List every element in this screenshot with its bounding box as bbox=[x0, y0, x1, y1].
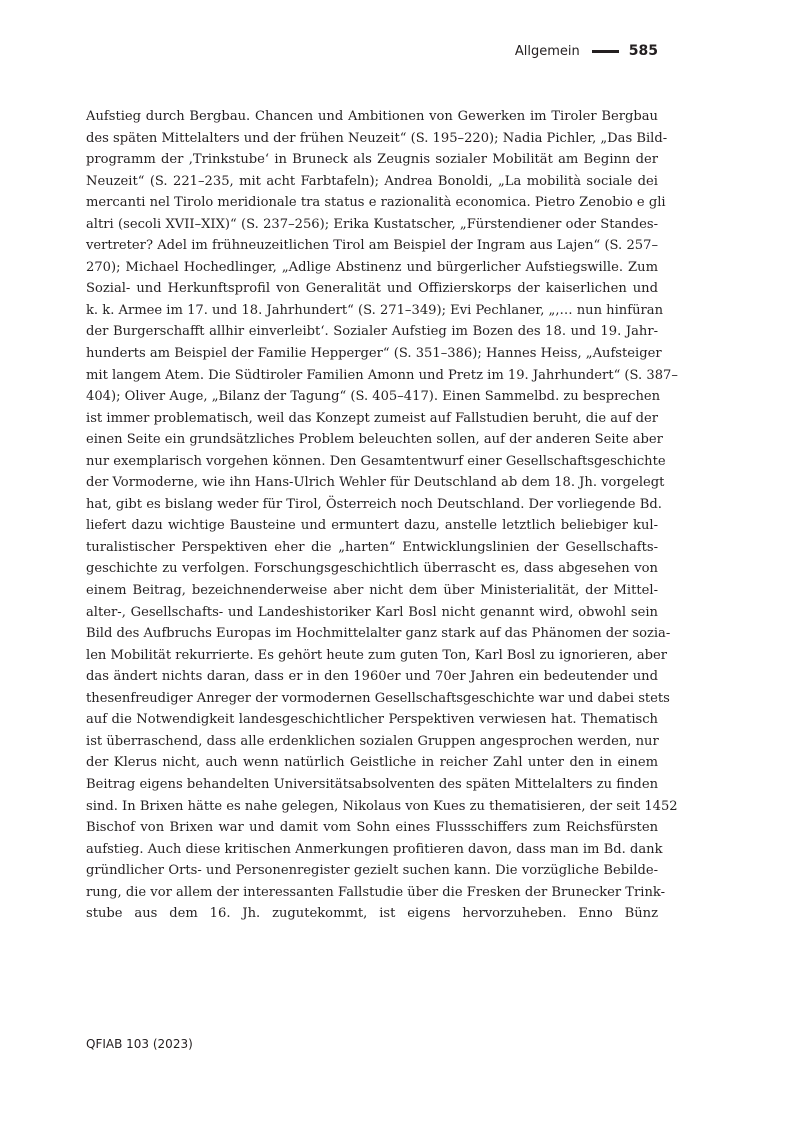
text-line: nur exemplarisch vorgehen können. Den Gesamtentwurf einer Gesellschaftsgeschichte bbox=[86, 453, 666, 469]
header-rule bbox=[592, 50, 619, 53]
text-line: der Burgerschafft allhir einverleibt‘. Sozialer Aufstieg im Bozen des 18. und 19. Jahr- bbox=[86, 324, 658, 340]
running-header bbox=[515, 43, 658, 59]
text-line: Neuzeit“ (S. 221–235, mit acht Farbtafeln); Andrea Bonoldi, „La mobilità sociale dei bbox=[86, 173, 658, 189]
text-line: aufstieg. Auch diese kritischen Anmerkungen profitieren davon, dass man im Bd. dank bbox=[86, 841, 663, 857]
text-line: einen Seite ein grundsätzliches Problem beleuchten sollen, auf der anderen Seite aber bbox=[86, 432, 663, 448]
text-line: hunderts am Beispiel der Familie Hepperger“ (S. 351–386); Hannes Heiss, „Aufsteiger bbox=[86, 346, 662, 362]
text-line: sind. In Brixen hätte es nahe gelegen, Nikolaus von Kues zu thematisieren, der seit 1452 bbox=[86, 798, 678, 814]
text-line: thesenfreudiger Anreger der vormodernen Gesellschaftsgeschichte war und dabei stets bbox=[86, 690, 670, 706]
text-line: auf die Notwendigkeit landesgeschichtlicher Perspektiven verwiesen hat. Thematisch bbox=[86, 712, 658, 728]
text-line: der Klerus nicht, auch wenn natürlich Geistliche in reicher Zahl unter den in einem bbox=[86, 755, 658, 771]
text-line: hat, gibt es bislang weder für Tirol, Österreich noch Deutschland. Der vorliegende Bd. bbox=[86, 496, 662, 512]
text-line: Sozial- und Herkunftsprofil von Generalität und Offizierskorps der kaiserlichen und bbox=[86, 281, 658, 297]
text-line: Aufstieg durch Bergbau. Chancen und Ambitionen von Gewerken im Tiroler Bergbau bbox=[86, 109, 658, 124]
review-text bbox=[86, 106, 678, 925]
text-line: des späten Mittelalters und der frühen Neuzeit“ (S. 195–220); Nadia Pichler, „Das Bild- bbox=[86, 130, 668, 146]
text-line: vertreter? Adel im frühneuzeitlichen Tirol am Beispiel der Ingram aus Lajen“ (S. 257– bbox=[86, 238, 658, 254]
text-line: len Mobilität rekurrierte. Es gehört heute zum guten Ton, Karl Bosl zu ignorieren, aber bbox=[86, 647, 668, 663]
text-line: mit langem Atem. Die Südtiroler Familien Amonn und Pretz im 19. Jahrhundert“ (S. 387– bbox=[86, 367, 678, 383]
text-line: altri (secoli XVII–XIX)“ (S. 237–256); Erika Kustatscher, „Fürstendiener oder Standes- bbox=[86, 216, 658, 232]
text-line: ist immer problematisch, weil das Konzept zumeist auf Fallstudien beruht, die auf der bbox=[86, 410, 658, 426]
section-label: Allgemein bbox=[514, 43, 580, 59]
text-line: einem Beitrag, bezeichnenderweise aber nicht dem über Ministerialität, der Mittel- bbox=[86, 583, 658, 599]
text-line: Beitrag eigens behandelten Universitätsabsolventen des späten Mittelalters zu finden bbox=[86, 776, 658, 792]
text-line: 404); Oliver Auge, „Bilanz der Tagung“ (S. 405–417). Einen Sammelbd. zu besprechen bbox=[86, 389, 661, 405]
text-line: 270); Michael Hochedlinger, „Adlige Abstinenz und bürgerlicher Aufstiegswille. Zum bbox=[86, 259, 658, 275]
text-line: rung, die vor allem der interessanten Fallstudie über die Fresken der Brunecker Trink- bbox=[86, 884, 666, 900]
text-line: das ändert nichts daran, dass er in den 1960er und 70er Jahren ein bedeutender und bbox=[86, 669, 658, 685]
text-line: programm der ‚Trinkstube‘ in Bruneck als Zeugnis sozialer Mobilität am Beginn der bbox=[86, 152, 658, 168]
text-line: ist überraschend, dass alle erdenklichen sozialen Gruppen angesprochen werden, nur bbox=[86, 733, 659, 749]
text-line: turalistischer Perspektiven eher die „harten“ Entwicklungslinien der Gesellschafts- bbox=[86, 539, 658, 555]
text-line: alter-, Gesellschafts- und Landeshistoriker Karl Bosl nicht genannt wird, obwohl sein bbox=[86, 604, 658, 620]
text-line: mercanti nel Tirolo meridionale tra status e razionalità economica. Pietro Zenobio e gli bbox=[86, 195, 666, 211]
journal-footer: QFIAB 103 (2023) bbox=[86, 1037, 193, 1051]
page-number: 585 bbox=[628, 43, 658, 59]
text-line: stube aus dem 16. Jh. zugutekommt, ist eigens hervorzuheben. Enno Bünz bbox=[86, 906, 658, 922]
text-line: Bischof von Brixen war und damit vom Sohn eines Flussschiffers zum Reichsfürsten bbox=[86, 820, 658, 836]
text-line: gründlicher Orts- und Personenregister gezielt suchen kann. Die vorzügliche Bebilde- bbox=[86, 863, 658, 879]
text-line: k. k. Armee im 17. und 18. Jahrhundert“ (S. 271–349); Evi Pechlaner, „‚… nun hinfüran bbox=[86, 302, 664, 318]
text-line: Bild des Aufbruchs Europas im Hochmittelalter ganz stark auf das Phänomen der sozia- bbox=[86, 626, 671, 642]
text-line: liefert dazu wichtige Bausteine und ermuntert dazu, anstelle letztlich beliebiger kul- bbox=[86, 518, 658, 534]
text-line: der Vormoderne, wie ihn Hans-Ulrich Wehler für Deutschland ab dem 18. Jh. vorgelegt bbox=[86, 475, 665, 491]
text-line: geschichte zu verfolgen. Forschungsgeschichtlich überrascht es, dass abgesehen von bbox=[86, 561, 658, 577]
